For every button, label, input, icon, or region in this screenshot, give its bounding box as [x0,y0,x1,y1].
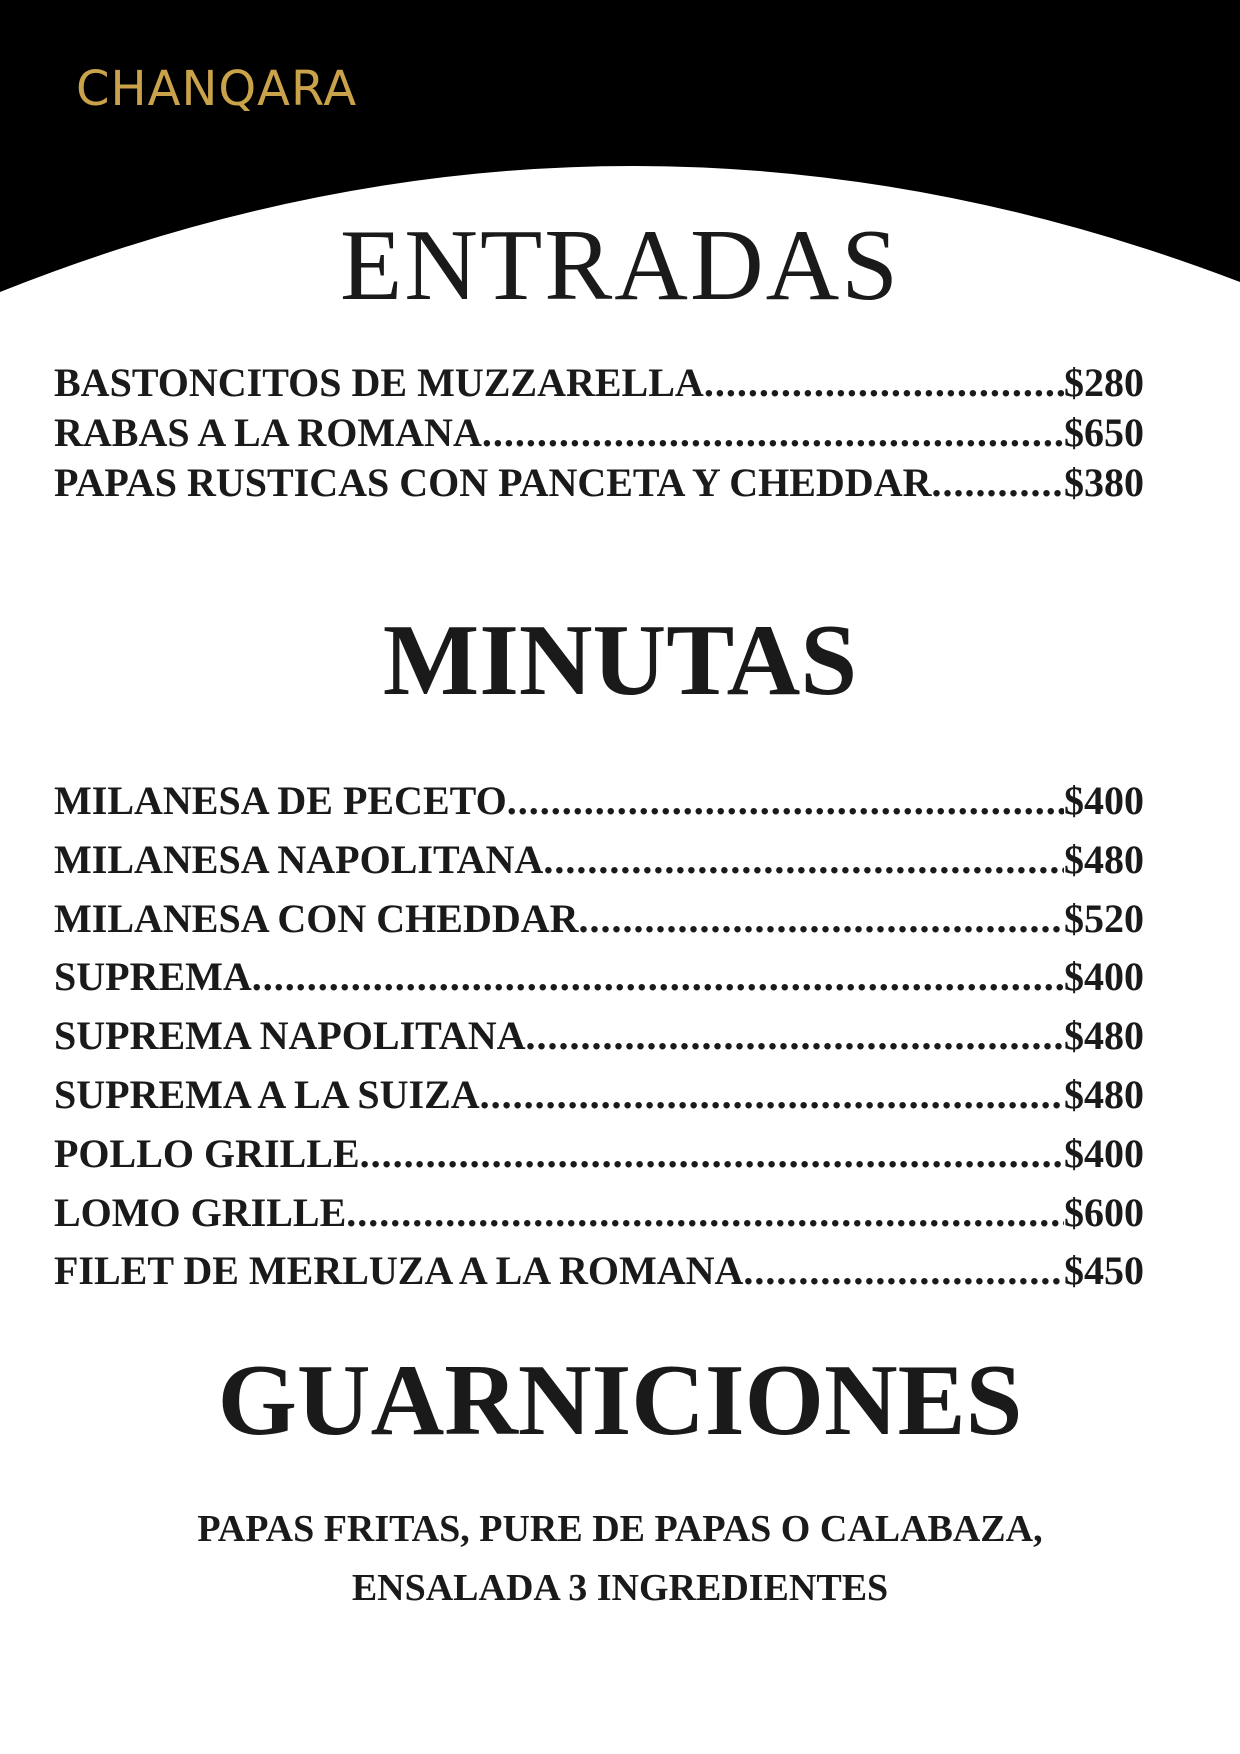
dot-leader [579,890,1065,949]
guarniciones-text [0,1500,1240,1618]
menu-item-name: SUPREMA A LA SUIZA [54,1071,480,1117]
menu-item-price: $480 [1064,1013,1144,1059]
menu-item-price: $400 [1064,1130,1144,1176]
menu-item-name: PAPAS RUSTICAS CON PANCETA Y CHEDDAR [54,460,932,505]
menu-item-name: FILET DE MERLUZA A LA ROMANA [54,1248,744,1294]
guarniciones-line: PAPAS FRITAS, PURE DE PAPAS O CALABAZA, [197,1508,1043,1550]
menu-item-name: BASTONCITOS DE MUZZARELLA [54,360,704,405]
menu-item-price: $280 [1064,360,1144,405]
menu-item [54,1242,1144,1301]
section-title-entradas: ENTRADAS [339,209,901,322]
menu-item [54,1066,1144,1125]
dot-leader [360,1125,1064,1184]
dot-leader [704,358,1064,408]
menu-item [54,831,1144,890]
dot-leader [526,1007,1064,1066]
menu-item-price: $650 [1064,410,1144,455]
section-title-minutas: MINUTAS [382,604,858,717]
brand-logo [76,55,396,125]
menu-item-price: $450 [1064,1248,1144,1294]
menu-item [54,458,1144,508]
menu-item [54,358,1144,408]
dot-leader [482,408,1064,458]
menu-item [54,1125,1144,1184]
menu-item-price: $400 [1064,954,1144,1000]
minutas-list [54,772,1144,1301]
menu-item-name: LOMO GRILLE [54,1189,347,1235]
menu-item-name: SUPREMA NAPOLITANA [54,1013,526,1059]
menu-item-price: $480 [1064,1071,1144,1117]
dot-leader [743,1242,1064,1301]
menu-item-name: MILANESA DE PECETO [54,778,507,823]
dot-leader [507,772,1064,831]
menu-item-price: $400 [1064,778,1144,823]
menu-item-price: $600 [1064,1189,1144,1235]
menu-item-name: RABAS A LA ROMANA [54,410,482,455]
brand-name: CHANQARA [76,61,358,117]
menu-item [54,1184,1144,1243]
dot-leader [931,458,1064,508]
menu-item [54,948,1144,1007]
menu-item [54,890,1144,949]
menu-item-name: SUPREMA [54,954,252,1000]
dot-leader [252,948,1064,1007]
guarniciones-line: ENSALADA 3 INGREDIENTES [351,1567,889,1609]
menu-item-price: $380 [1064,460,1144,505]
dot-leader [543,831,1064,890]
menu-item [54,408,1144,458]
entradas-list [54,358,1144,508]
menu-item-price: $480 [1064,836,1144,882]
dot-leader [346,1184,1064,1243]
menu-item [54,772,1144,831]
menu-item-name: POLLO GRILLE [54,1130,360,1176]
menu-item [54,1007,1144,1066]
section-title-guarniciones: GUARNICIONES [217,1344,1023,1457]
menu-item-price: $520 [1064,895,1144,941]
menu-item-name: MILANESA CON CHEDDAR [54,895,579,941]
menu-item-name: MILANESA NAPOLITANA [54,836,544,882]
dot-leader [480,1066,1064,1125]
